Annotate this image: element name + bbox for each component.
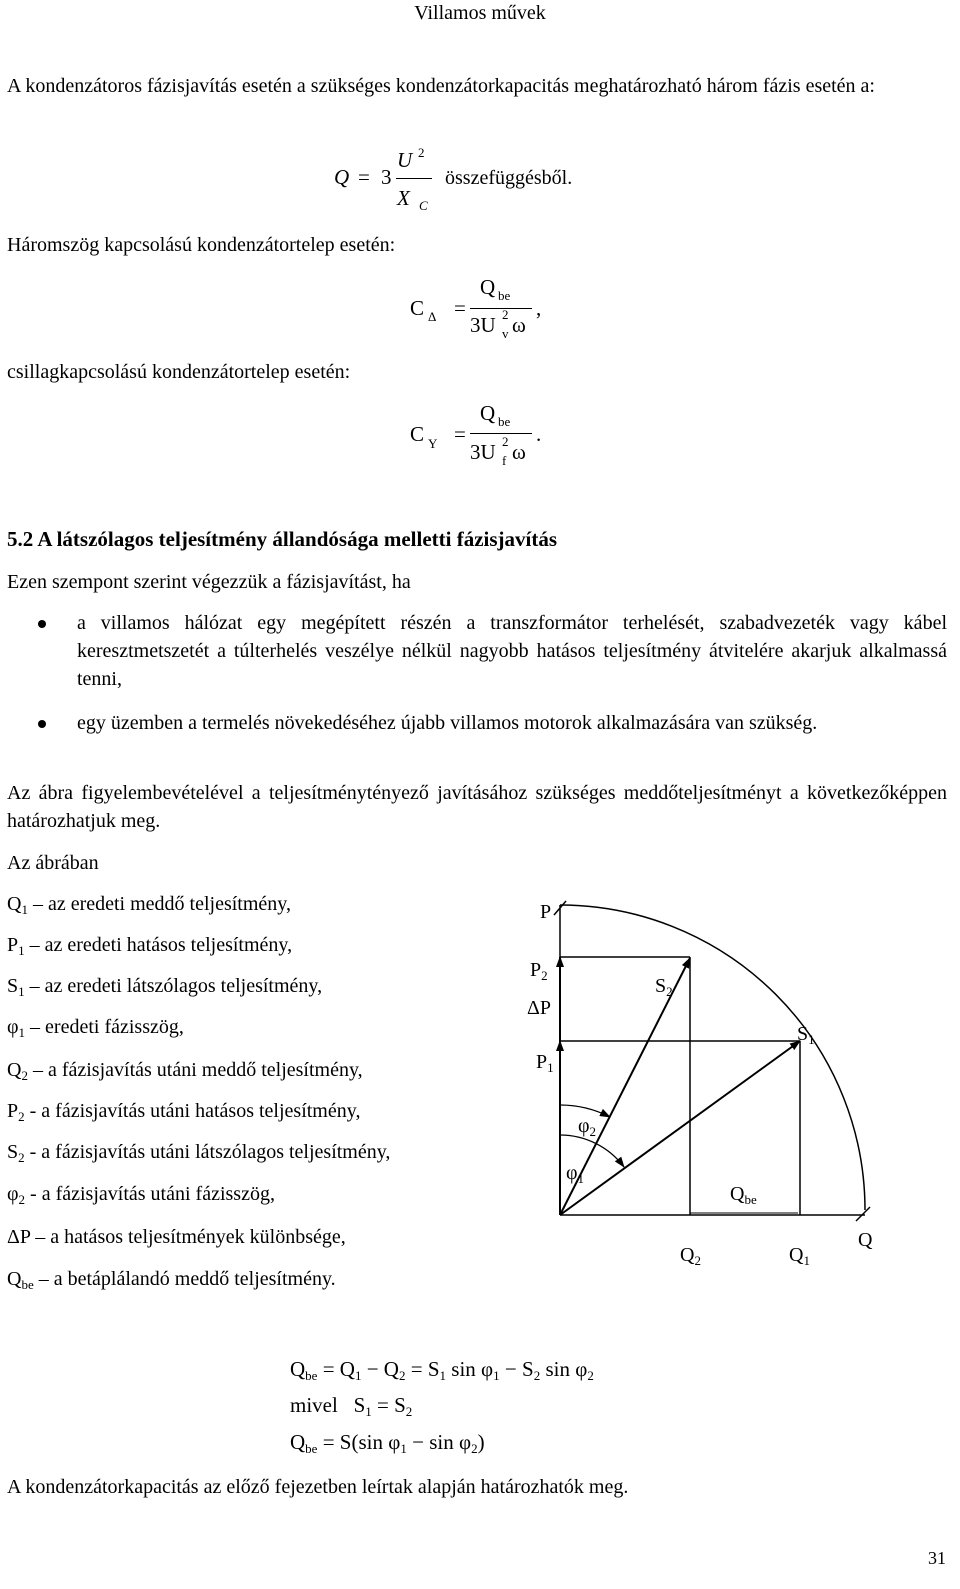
s-arc bbox=[560, 905, 865, 1210]
equation-mivel: mivel $S_1 = S_2$ bbox=[290, 1393, 413, 1419]
label-q: Q bbox=[858, 1229, 873, 1251]
phasor-diagram bbox=[500, 895, 900, 1265]
label-q1: $Q_1$ bbox=[789, 1244, 810, 1268]
definition-item: ΔP – a hatásos teljesítmények különbsége, bbox=[7, 1226, 346, 1248]
label-p2: $P_2$ bbox=[530, 959, 548, 983]
label-phi1: $\varphi_1$ bbox=[566, 1162, 585, 1186]
definition-item: $P_1$ – az eredeti hatásos teljesítmény, bbox=[7, 934, 293, 958]
page-number: 31 bbox=[928, 1548, 946, 1568]
label-p1: $P_1$ bbox=[536, 1051, 554, 1075]
label-phi2: $\varphi_2$ bbox=[578, 1115, 597, 1139]
delta-label: Háromszög kapcsolású kondenzátortelep esetén: bbox=[7, 234, 396, 256]
q-axis-tick bbox=[856, 1207, 870, 1221]
intro-paragraph: A kondenzátoros fázisjavítás esetén a szükséges kondenzátorkapacitás meghatározható három fázis esetén a: bbox=[7, 75, 875, 97]
section-lead: Ezen szempont szerint végezzük a fázisjavítást, ha bbox=[7, 571, 411, 593]
label-qbe: $Q_{be}$ bbox=[730, 1183, 757, 1207]
bullet-dot bbox=[38, 620, 46, 628]
page-header: Villamos művek bbox=[414, 2, 546, 24]
definition-item: $\varphi_2$ - a fázisjavítás utáni fázisszög, bbox=[7, 1183, 275, 1207]
star-label: csillagkapcsolású kondenzátortelep esetén: bbox=[7, 361, 351, 383]
label-s2: $S_2$ bbox=[655, 975, 673, 999]
definition-item: $S_1$ – az eredeti látszólagos teljesítmény, bbox=[7, 975, 323, 999]
bullet-item: a villamos hálózat egy megépített részén a transzformátor terhelését, szabadvezeték vagy kábel keresztmetszetét a túlterhelés veszélye nélkül nagyobb hatásos teljesítmény átvitelére akarjuk alkalmassá tenni, bbox=[77, 612, 947, 690]
bullet-dot bbox=[38, 720, 46, 728]
paragraph-in-figure: Az ábrában bbox=[7, 852, 99, 874]
definition-item: $Q_2$ – a fázisjavítás utáni meddő teljesítmény, bbox=[7, 1059, 363, 1083]
label-s1: $S_1$ bbox=[797, 1023, 815, 1047]
definition-item: $Q_{be}$ – a betáplálandó meddő teljesítmény. bbox=[7, 1268, 336, 1292]
bullet-item: egy üzemben a termelés növekedéséhez újabb villamos motorok alkalmazására van szükség. bbox=[77, 712, 818, 734]
label-p: P bbox=[540, 901, 552, 923]
equation-qbe: $Q_{be} = Q_1 - Q_2 = S_1$ $\sin \varphi_1 - S_2$ $\sin \varphi_2$ bbox=[290, 1357, 594, 1383]
definition-item: $S_2$ - a fázisjavítás utáni látszólagos teljesítmény, bbox=[7, 1141, 391, 1165]
definition-item: $Q_1$ – az eredeti meddő teljesítmény, bbox=[7, 893, 291, 917]
label-q2: $Q_2$ bbox=[680, 1244, 701, 1268]
definition-item: $P_2$ - a fázisjavítás utáni hatásos teljesítmény, bbox=[7, 1100, 361, 1124]
closing-paragraph: A kondenzátorkapacitás az előző fejezetben leírtak alapján határozhatók meg. bbox=[7, 1476, 629, 1498]
section-heading: 5.2 A látszólagos teljesítmény állandósága melletti fázisjavítás bbox=[7, 527, 558, 551]
label-delta-p: ΔP bbox=[527, 997, 551, 1019]
definition-item: $\varphi_1$ – eredeti fázisszög, bbox=[7, 1016, 184, 1040]
paragraph-figure: Az ábra figyelembevételével a teljesítménytényező javításához szükséges meddőteljesítményt a következőképpen határozhatjuk meg. bbox=[7, 782, 947, 832]
equation-qbe-s: $Q_{be} = S(\sin$ $\varphi_1 - \sin \varphi_2$) bbox=[290, 1430, 485, 1456]
